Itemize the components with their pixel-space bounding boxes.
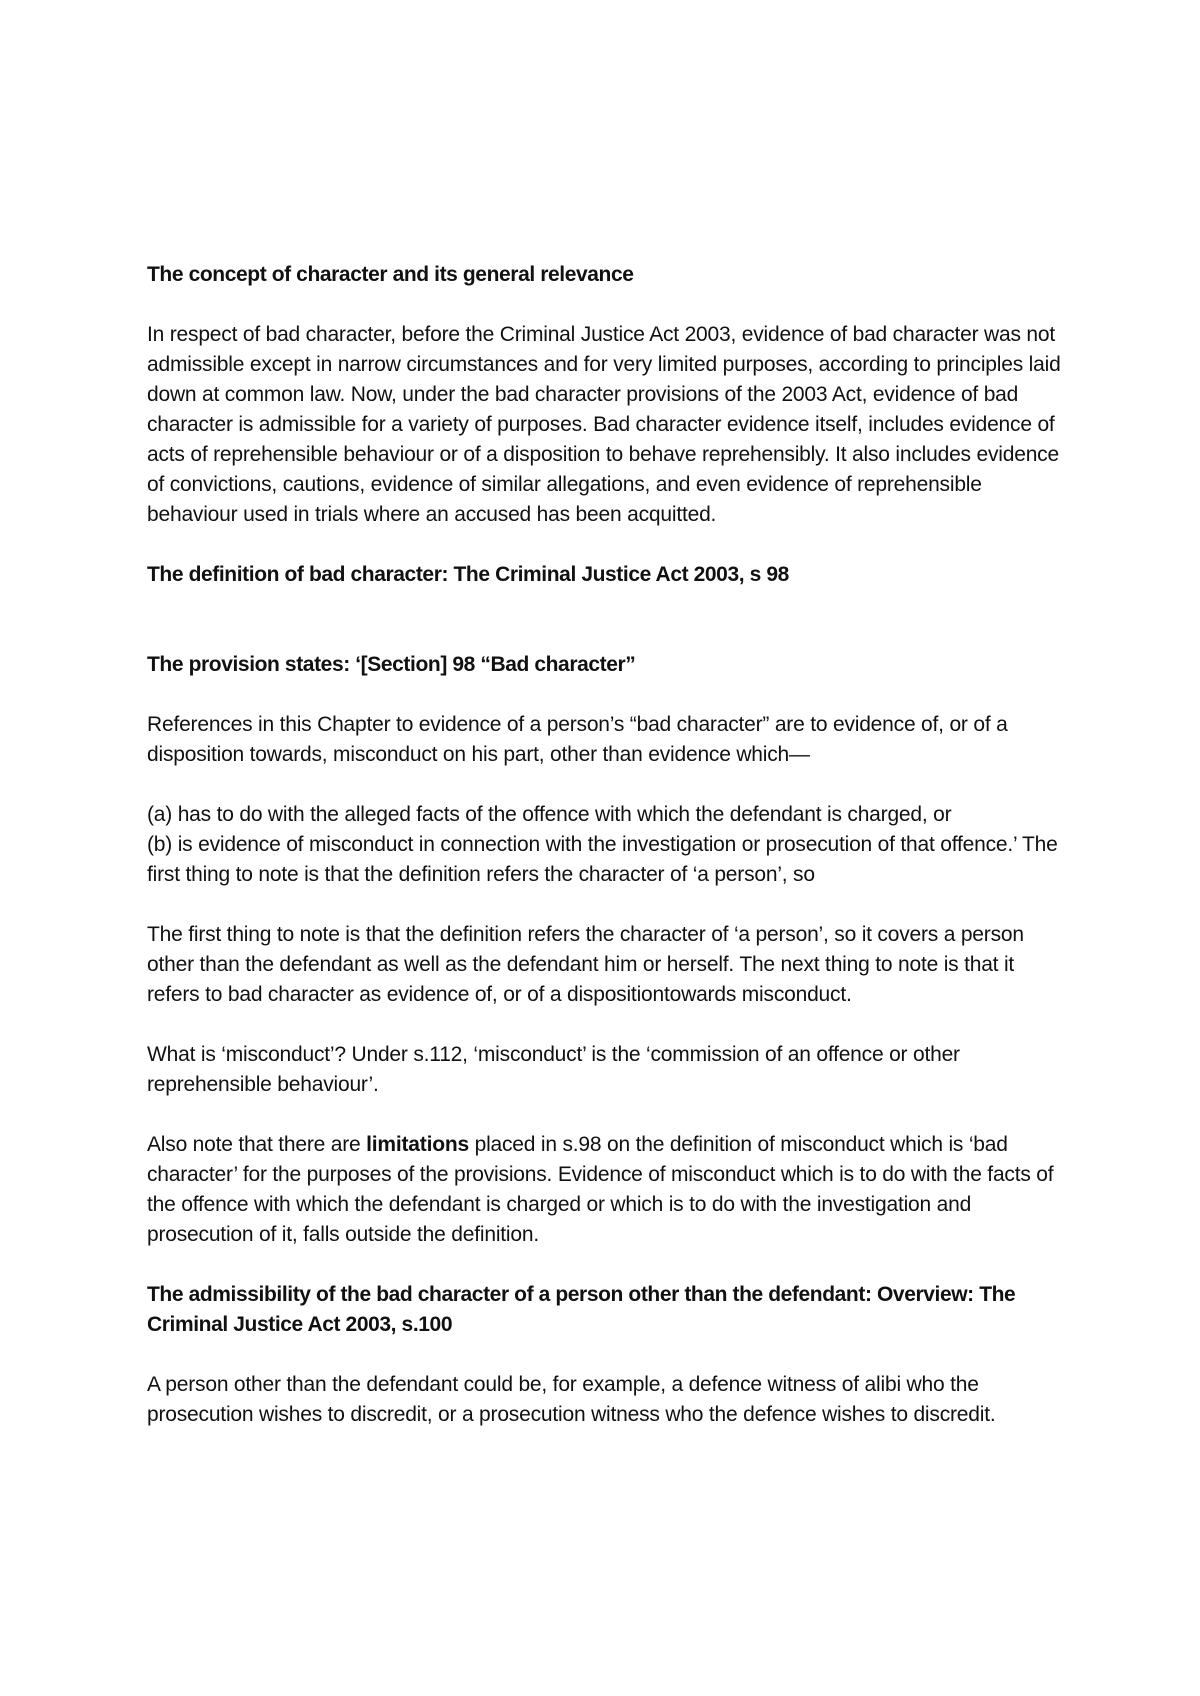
section-heading-provision: The provision states: ‘[Section] 98 “Bad character” — [147, 653, 636, 676]
paragraph-first-thing: The first thing to note is that the definition refers the character of ‘a person’, so it covers a person other than the defendant as well as the defendant him or herself. The next thing to note is that it refers to bad character as evidence of, or of a dispositiontowards misconduct. — [147, 923, 1024, 1006]
section-heading-admissibility: The admissibility of the bad character of a person other than the defendant: Overview: The Criminal Justice Act 2003, s.100 — [147, 1283, 1016, 1336]
limitations-text-pre: Also note that there are — [147, 1133, 367, 1156]
paragraph-other-person: A person other than the defendant could be, for example, a defence witness of alibi who the prosecution wishes to discredit, or a prosecution witness who the defence wishes to discredit. — [147, 1373, 996, 1426]
section-heading-concept: The concept of character and its general relevance — [147, 263, 634, 286]
document-body — [147, 260, 1067, 1430]
paragraph-misconduct: What is ‘misconduct’? Under s.112, ‘misconduct’ is the ‘commission of an offence or other reprehensible behaviour’. — [147, 1043, 960, 1096]
paragraph-limitations — [147, 1130, 1067, 1250]
provision-item-a: (a) has to do with the alleged facts of the offence with which the defendant is charged, or — [147, 803, 952, 826]
limitations-emphasis: limitations — [366, 1133, 469, 1156]
paragraph-bad-character-intro: In respect of bad character, before the Criminal Justice Act 2003, evidence of bad character was not admissible except in narrow circumstances and for very limited purposes, according to principles laid down at common law. Now, under the bad character provisions of the 2003 Act, evidence of bad character is admissible for a variety of purposes. Bad character evidence itself, includes evidence of acts of reprehensible behaviour or of a disposition to behave reprehensibly. It also includes evidence of convictions, cautions, evidence of similar allegations, and even evidence of reprehensible behaviour used in trials where an accused has been acquitted. — [147, 323, 1061, 526]
paragraph-provision-text: References in this Chapter to evidence of a person’s “bad character” are to evidence of, or of a disposition towards, misconduct on his part, other than evidence which— — [147, 713, 1008, 766]
provision-item-b: (b) is evidence of misconduct in connection with the investigation or prosecution of that offence.’ The first thing to note is that the definition refers the character of ‘a person’, so — [147, 833, 1058, 886]
section-heading-definition: The definition of bad character: The Criminal Justice Act 2003, s 98 — [147, 563, 789, 586]
limitations-text-post: placed in s.98 on the definition of misconduct which is ‘bad character’ for the purposes of the provisions. Evidence of misconduct which is to do with the facts of the offence with which the defendant is charged or which is to do with the investigation and prosecution of it, falls outside the definition. — [147, 1133, 1054, 1246]
